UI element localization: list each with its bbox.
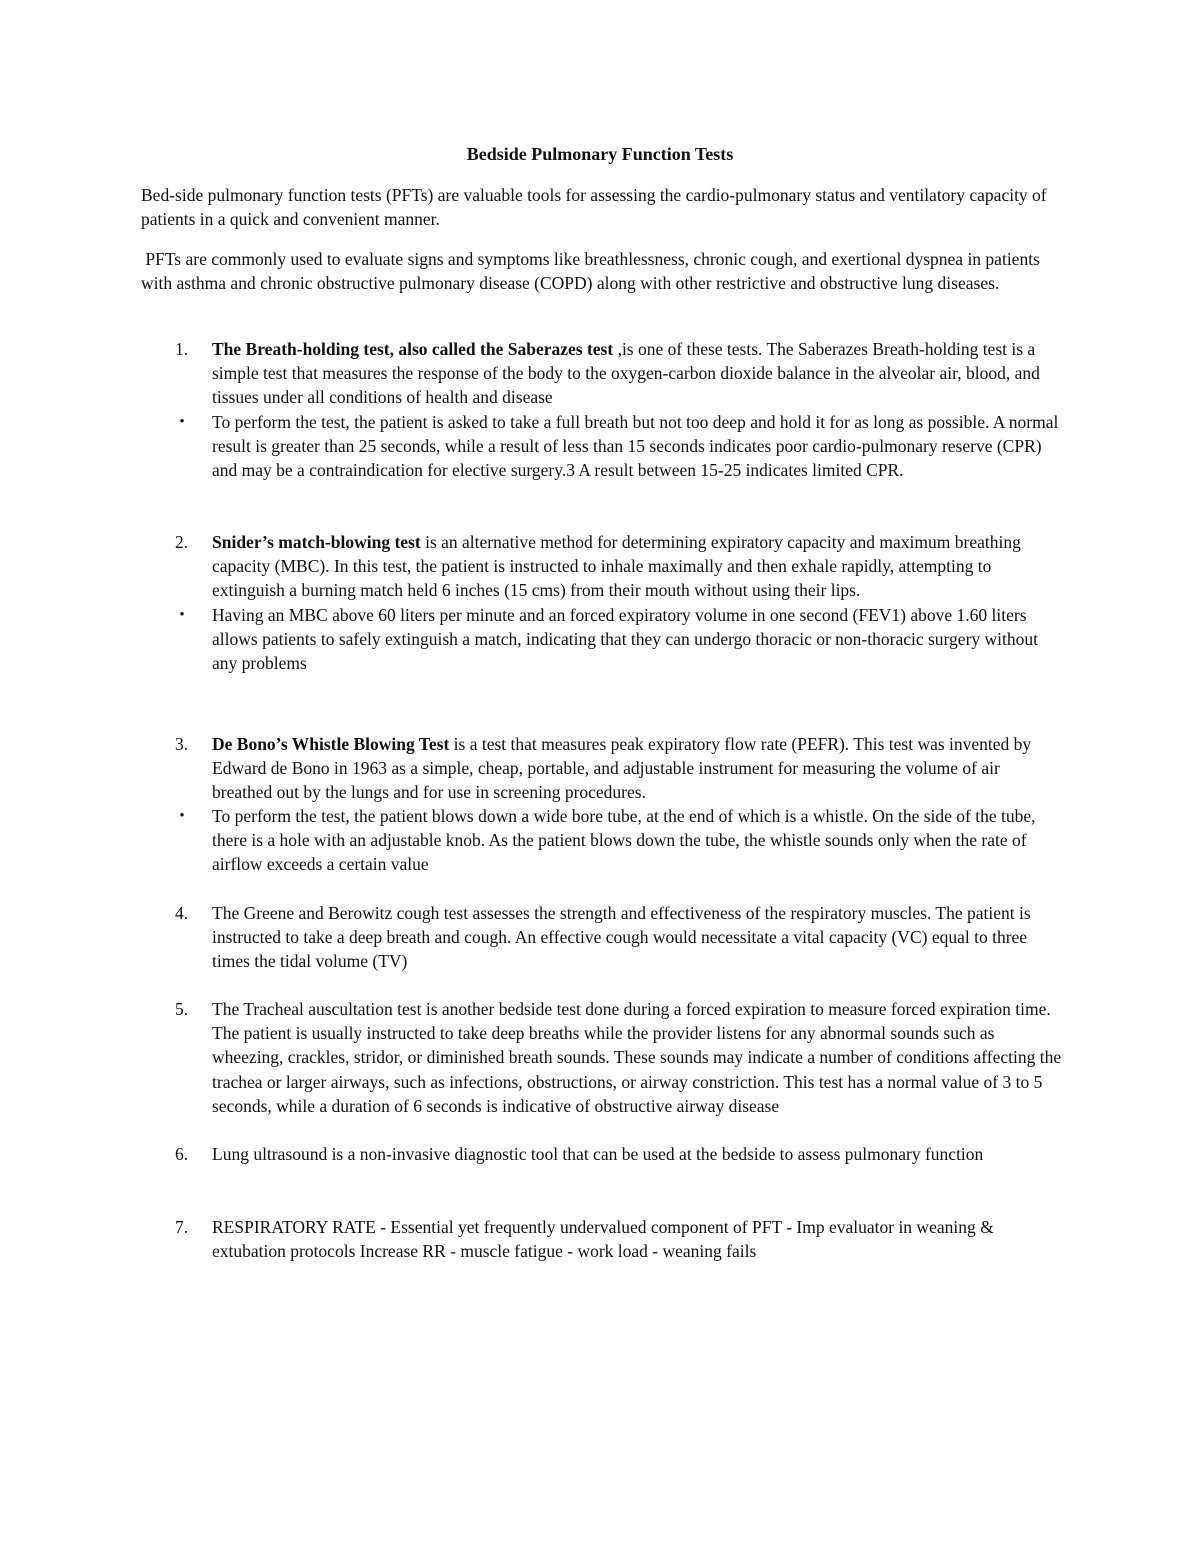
list-number: 4. xyxy=(175,903,189,923)
test-description: ,is one of these tests. The Saberazes Breath-holding test is a simple test that measures the response of the body to the oxygen-carbon dioxide balance in the alveolar air, blood, and tissues under all conditions of health and disease xyxy=(212,339,1040,408)
test-name: Snider’s match-blowing test xyxy=(212,532,421,552)
list-number: 2. xyxy=(175,532,189,552)
test-description: is a test that measures peak expiratory flow rate (PEFR). This test was invented by Edward de Bono in 1963 as a simple, cheap, portable, and adjustable instrument for measuring the volume of air breathed out by the lungs and for use in screening procedures. xyxy=(212,734,1032,803)
bullet-icon: • xyxy=(179,808,185,824)
bullet-icon: • xyxy=(179,414,185,430)
list-number: 7. xyxy=(175,1217,189,1237)
intro-paragraph-1: Bed-side pulmonary function tests (PFTs) are valuable tools for assessing the cardio-pulmonary status and ventilatory capacity of patients in a quick and convenient manner. xyxy=(141,185,1047,230)
bullet-item-text: To perform the test, the patient is asked to take a full breath but not too deep and hold it for as long as possible. A normal result is greater than 25 seconds, while a result of less than 15 seconds indicates poor cardio-pulmonary reserve (CPR) and may be a contraindication for elective surgery.3 A result between 15-25 indicates limited CPR. xyxy=(212,412,1059,481)
list-number: 3. xyxy=(175,734,189,754)
list-item-text xyxy=(212,337,1062,410)
list-item-text: Lung ultrasound is a non-invasive diagnostic tool that can be used at the bedside to assess pulmonary function xyxy=(212,1144,984,1164)
list-number: 1. xyxy=(175,339,189,359)
list-item-text: RESPIRATORY RATE - Essential yet frequently undervalued component of PFT - Imp evaluator in weaning & extubation protocols Increase RR - muscle fatigue - work load - weaning fails xyxy=(212,1217,994,1262)
list-item-text: The Greene and Berowitz cough test assesses the strength and effectiveness of the respiratory muscles. The patient is instructed to take a deep breath and cough. An effective cough would necessitate a vital capacity (VC) equal to three times the tidal volume (TV) xyxy=(212,903,1031,972)
test-description: is an alternative method for determining expiratory capacity and maximum breathing capacity (MBC). In this test, the patient is instructed to inhale maximally and then exhale rapidly, attempting to extinguish a burning match held 6 inches (15 cms) from their mouth without using their lips. xyxy=(212,532,1021,601)
bullet-item-text: To perform the test, the patient blows down a wide bore tube, at the end of which is a whistle. On the side of the tube, there is a hole with an adjustable knob. As the patient blows down the tube, the whistle sounds only when the rate of airflow exceeds a certain value xyxy=(212,806,1036,875)
test-name: De Bono’s Whistle Blowing Test xyxy=(212,734,450,754)
list-item-text: The Tracheal auscultation test is another bedside test done during a forced expiration to measure forced expiration time. The patient is usually instructed to take deep breaths while the provider listens for any abnormal sounds such as wheezing, crackles, stridor, or diminished breath sounds. These sounds may indicate a number of conditions affecting the trachea or larger airways, such as infections, obstructions, or airway constriction. This test has a normal value of 3 to 5 seconds, while a duration of 6 seconds is indicative of obstructive airway disease xyxy=(212,999,1062,1116)
test-name: The Breath-holding test, also called the Saberazes test xyxy=(212,339,614,359)
list-number: 5. xyxy=(175,999,189,1019)
intro-paragraph-2: PFTs are commonly used to evaluate signs and symptoms like breathlessness, chronic cough, and exertional dyspnea in patients with asthma and chronic obstructive pulmonary disease (COPD) along with other restrictive and obstructive lung diseases. xyxy=(141,249,1045,294)
list-number: 6. xyxy=(175,1144,189,1164)
bullet-icon: • xyxy=(179,607,185,623)
list-item-text xyxy=(212,732,1062,805)
document-title: Bedside Pulmonary Function Tests xyxy=(466,144,734,164)
list-item-text xyxy=(212,530,1062,603)
bullet-item-text: Having an MBC above 60 liters per minute and an forced expiratory volume in one second (FEV1) above 1.60 liters allows patients to safely extinguish a match, indicating that they can undergo thoracic or non-thoracic surgery without any problems xyxy=(212,605,1039,674)
